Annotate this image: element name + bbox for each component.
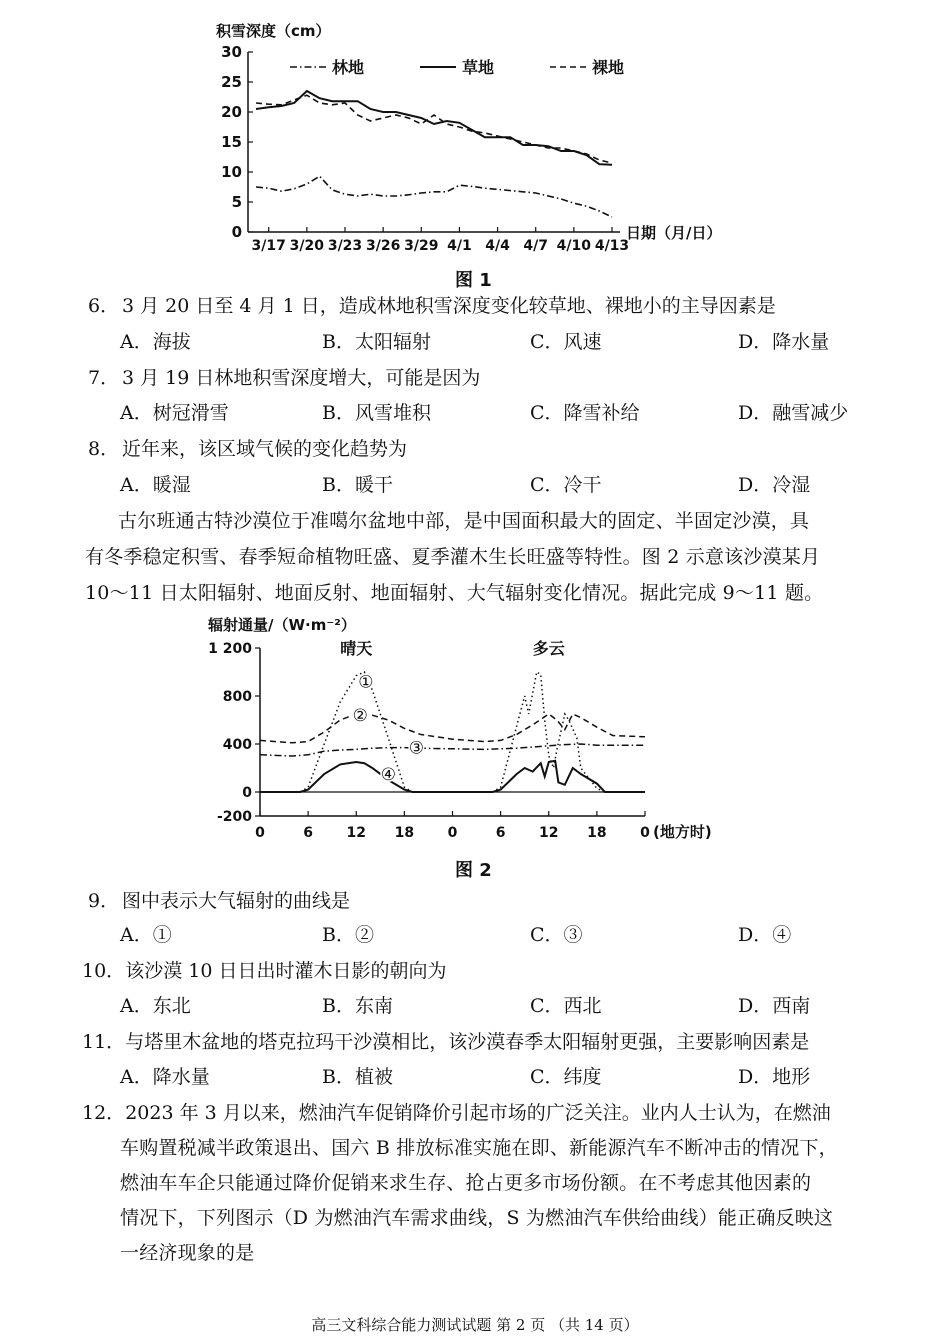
series-line-草地 — [256, 91, 612, 165]
figure-1-caption: 图 1 — [455, 270, 492, 291]
question-9-options — [0, 920, 950, 946]
y-tick-label: 15 — [221, 133, 242, 151]
y-tick-label: 0 — [231, 223, 242, 241]
y-tick-label: 5 — [231, 193, 242, 211]
question-text-line-1: 2023 年 3 月以来，燃油汽车促销降价引起市场的广泛关注。业内人士认为，在燃油 — [125, 1102, 831, 1124]
option-b[interactable]: B．东南 — [322, 995, 393, 1017]
y-tick-label: 25 — [221, 73, 242, 91]
legend-label-裸地: 裸地 — [592, 58, 625, 77]
question-text: 3 月 20 日至 4 月 1 日，造成林地积雪深度变化较草地、裸地小的主导因素是 — [122, 295, 776, 317]
question-text: 与塔里木盆地的塔克拉玛干沙漠相比，该沙漠春季太阳辐射更强，主要影响因素是 — [125, 1031, 810, 1053]
question-12-line-3: 燃油车车企只能通过降价促销来求生存、抢占更多市场份额。在不考虑其他因素的 — [120, 1172, 812, 1194]
x-tick-label: 3/17 — [251, 238, 286, 252]
page-footer: 高三文科综合能力测试试题 第 2 页 （共 14 页） — [311, 1316, 639, 1334]
y-tick-label: 30 — [221, 43, 242, 61]
option-a[interactable]: A．降水量 — [120, 1066, 210, 1088]
option-a[interactable]: A．暖湿 — [120, 474, 191, 496]
x-tick-label: 6 — [495, 825, 506, 841]
option-b[interactable]: B．② — [322, 924, 374, 946]
x-tick-label: 18 — [587, 825, 607, 841]
option-c[interactable]: C．冷干 — [530, 474, 602, 496]
series-line-裸地 — [256, 95, 612, 163]
x-tick-label: 12 — [539, 825, 559, 841]
question-12 — [82, 1098, 831, 1125]
option-c[interactable]: C．西北 — [530, 995, 602, 1017]
y-tick-label: -200 — [216, 809, 252, 825]
option-d[interactable]: D．冷湿 — [738, 474, 811, 496]
series-marker-④: ④ — [380, 765, 396, 785]
y-tick-label: 20 — [221, 103, 242, 121]
question-11-options — [0, 1062, 950, 1088]
x-tick-label: 3/26 — [365, 238, 401, 252]
question-7-options — [0, 398, 950, 424]
option-b[interactable]: B．太阳辐射 — [322, 331, 431, 353]
radiation-flux-chart-svg — [190, 612, 790, 850]
x-tick-label: 3/23 — [327, 238, 363, 252]
option-c[interactable]: C．纬度 — [530, 1066, 602, 1088]
x-tick-label: 18 — [394, 825, 415, 841]
question-8-options — [0, 470, 950, 496]
option-a[interactable]: A．海拔 — [120, 331, 191, 353]
question-8 — [88, 434, 407, 461]
option-d[interactable]: D．西南 — [738, 995, 811, 1017]
option-b[interactable]: B．植被 — [322, 1066, 393, 1088]
figure-2-chart — [190, 612, 790, 850]
question-text: 近年来，该区域气候的变化趋势为 — [122, 438, 408, 460]
series-line-① — [260, 672, 645, 792]
question-text: 图中表示大气辐射的曲线是 — [122, 890, 351, 912]
x-tick-label: 4/7 — [523, 238, 549, 252]
x-tick-label: 0 — [640, 825, 650, 841]
annotation-晴天: 晴天 — [340, 639, 373, 658]
x-tick-label: 0 — [255, 825, 265, 841]
option-c[interactable]: C．③ — [530, 924, 583, 946]
series-line-② — [260, 714, 645, 743]
y-axis-label: 积雪深度（cm） — [216, 22, 331, 40]
question-6-options — [0, 327, 950, 353]
x-tick-label: 12 — [346, 825, 366, 841]
passage-line-2: 有冬季稳定积雪、春季短命植物旺盛、夏季灌木生长旺盛等特性。图 2 示意该沙漠某月 — [85, 546, 821, 568]
series-line-③ — [260, 744, 645, 756]
series-marker-①: ① — [358, 672, 374, 693]
question-7 — [88, 363, 480, 390]
question-text: 3 月 19 日林地积雪深度增大，可能是因为 — [122, 367, 481, 389]
option-d[interactable]: D．融雪减少 — [738, 402, 849, 424]
passage-line-1: 古尔班通古特沙漠位于准噶尔盆地中部，是中国面积最大的固定、半固定沙漠，具 — [118, 510, 810, 532]
y-tick-label: 10 — [221, 163, 242, 181]
x-tick-label: 3/20 — [289, 238, 325, 252]
option-b[interactable]: B．风雪堆积 — [322, 402, 431, 424]
legend-label-林地: 林地 — [332, 58, 365, 77]
x-tick-label: 4/1 — [447, 238, 472, 252]
option-a[interactable]: A．东北 — [120, 995, 191, 1017]
question-9 — [88, 886, 350, 913]
option-d[interactable]: D．④ — [738, 924, 792, 946]
y-tick-label: 1 200 — [208, 641, 252, 657]
series-marker-②: ② — [352, 706, 368, 727]
question-10-options — [0, 991, 950, 1017]
option-a[interactable]: A．① — [120, 924, 172, 946]
y-tick-label: 0 — [242, 785, 252, 801]
figure-1-chart — [200, 12, 760, 252]
option-c[interactable]: C．风速 — [530, 331, 602, 353]
question-number: 10． — [82, 960, 126, 982]
x-tick-label: 4/10 — [556, 238, 592, 252]
series-marker-③: ③ — [408, 738, 425, 759]
question-number: 12． — [82, 1102, 126, 1124]
question-12-line-4: 情况下，下列图示（D 为燃油汽车需求曲线，S 为燃油汽车供给曲线）能正确反映这 — [120, 1207, 834, 1229]
legend-label-草地: 草地 — [462, 58, 495, 77]
y-tick-label: 800 — [222, 689, 252, 705]
question-number: 9． — [88, 890, 120, 912]
snow-depth-chart-svg — [200, 12, 760, 252]
option-a[interactable]: A．树冠滑雪 — [120, 402, 229, 424]
question-number: 7． — [88, 367, 120, 389]
passage-line-3: 10～11 日太阳辐射、地面反射、地面辐射、大气辐射变化情况。据此完成 9～11 题。 — [85, 582, 824, 604]
series-line-林地 — [256, 176, 612, 217]
x-tick-label: 3/29 — [404, 238, 439, 252]
x-axis-label: 日期（月/日） — [626, 224, 722, 242]
question-6 — [88, 291, 776, 318]
question-12-line-2: 车购置税减半政策退出、国六 B 排放标准实施在即、新能源汽车不断冲击的情况下， — [120, 1137, 838, 1159]
question-text: 该沙漠 10 日日出时灌木日影的朝向为 — [125, 960, 447, 982]
question-10 — [82, 956, 446, 983]
annotation-多云: 多云 — [532, 639, 565, 658]
x-axis-label: (地方时) — [653, 823, 712, 841]
option-b[interactable]: B．暖干 — [322, 474, 393, 496]
option-d[interactable]: D．地形 — [738, 1066, 811, 1088]
question-number: 11． — [82, 1031, 126, 1053]
x-tick-label: 4/4 — [485, 238, 510, 252]
figure-2-caption: 图 2 — [455, 860, 492, 881]
x-tick-label: 4/13 — [594, 238, 630, 252]
y-axis-label: 辐射通量/（W·m⁻²） — [208, 616, 356, 634]
x-tick-label: 0 — [447, 825, 458, 841]
x-tick-label: 6 — [303, 825, 313, 841]
question-12-line-5: 一经济现象的是 — [120, 1242, 255, 1264]
option-c[interactable]: C．降雪补给 — [530, 402, 640, 424]
option-d[interactable]: D．降水量 — [738, 331, 830, 353]
question-number: 8． — [88, 438, 120, 460]
question-number: 6． — [88, 295, 120, 317]
question-11 — [82, 1027, 809, 1054]
y-tick-label: 400 — [222, 737, 252, 753]
